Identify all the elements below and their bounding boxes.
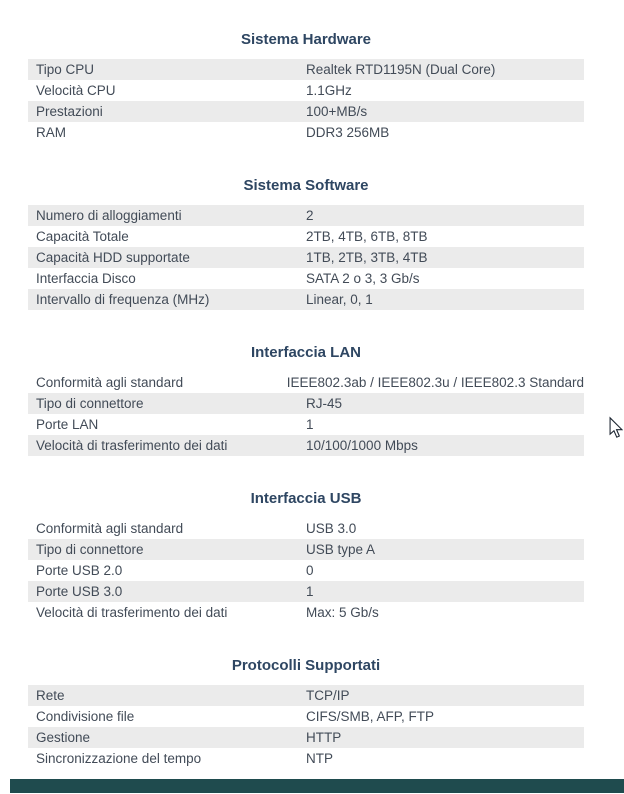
spec-row — [28, 205, 584, 226]
spec-label: Velocità di trasferimento dei dati — [36, 605, 228, 620]
spec-label: Conformità agli standard — [36, 521, 184, 536]
spec-value: TCP/IP — [306, 688, 350, 703]
spec-label: Porte LAN — [36, 417, 99, 432]
spec-row — [28, 414, 584, 435]
spec-value: HTTP — [306, 730, 342, 745]
spec-value: IEEE802.3ab / IEEE802.3u / IEEE802.3 Standard — [286, 375, 584, 390]
spec-value: 1TB, 2TB, 3TB, 4TB — [306, 250, 428, 265]
spec-row — [28, 727, 584, 748]
spec-label: Capacità HDD supportate — [36, 250, 190, 265]
spec-value: 2 — [306, 208, 314, 223]
spec-row — [28, 560, 584, 581]
spec-value: RJ-45 — [306, 396, 343, 411]
spec-value: 10/100/1000 Mbps — [306, 438, 418, 453]
spec-value: 1 — [306, 584, 314, 599]
spec-label: Velocità di trasferimento dei dati — [36, 438, 228, 453]
spec-row — [28, 602, 584, 623]
spec-value: 100+MB/s — [306, 104, 368, 119]
spec-label: Porte USB 2.0 — [36, 563, 123, 578]
spec-value: SATA 2 o 3, 3 Gb/s — [306, 271, 420, 286]
spec-value: NTP — [306, 751, 333, 766]
spec-row — [28, 101, 584, 122]
spec-row — [28, 289, 584, 310]
spec-label: Velocità CPU — [36, 83, 116, 98]
footer-bar — [10, 779, 624, 793]
spec-row — [28, 581, 584, 602]
spec-label: Prestazioni — [36, 104, 103, 119]
section-title: Sistema Hardware — [240, 31, 372, 48]
spec-row — [28, 80, 584, 101]
spec-row — [28, 435, 584, 456]
spec-section — [28, 30, 584, 143]
spec-value: Realtek RTD1195N (Dual Core) — [306, 62, 496, 77]
spec-value: Max: 5 Gb/s — [306, 605, 379, 620]
spec-section — [28, 656, 584, 769]
spec-row — [28, 226, 584, 247]
spec-row — [28, 393, 584, 414]
spec-label: RAM — [36, 125, 66, 140]
spec-label: Tipo CPU — [36, 62, 95, 77]
spec-sheet — [28, 0, 584, 769]
spec-value: 0 — [306, 563, 314, 578]
section-rows — [28, 372, 584, 456]
section-title: Interfaccia USB — [250, 490, 362, 507]
spec-label: Capacità Totale — [36, 229, 129, 244]
spec-section — [28, 343, 584, 456]
spec-section — [28, 176, 584, 310]
spec-label: Interfaccia Disco — [36, 271, 136, 286]
spec-value: 1.1GHz — [306, 83, 352, 98]
section-title: Protocolli Supportati — [231, 657, 381, 674]
section-rows — [28, 205, 584, 310]
spec-value: Linear, 0, 1 — [306, 292, 373, 307]
spec-row — [28, 685, 584, 706]
spec-label: Tipo di connettore — [36, 542, 144, 557]
spec-label: Condivisione file — [36, 709, 135, 724]
spec-label: Conformità agli standard — [36, 375, 184, 390]
spec-label: Tipo di connettore — [36, 396, 144, 411]
spec-value: USB 3.0 — [306, 521, 357, 536]
spec-row — [28, 59, 584, 80]
spec-row — [28, 268, 584, 289]
spec-value: 1 — [306, 417, 314, 432]
spec-row — [28, 748, 584, 769]
spec-label: Porte USB 3.0 — [36, 584, 123, 599]
spec-value: DDR3 256MB — [306, 125, 390, 140]
spec-label: Sincronizzazione del tempo — [36, 751, 202, 766]
spec-value: CIFS/SMB, AFP, FTP — [306, 709, 435, 724]
spec-label: Intervallo di frequenza (MHz) — [36, 292, 210, 307]
section-title: Interfaccia LAN — [250, 344, 362, 361]
spec-row — [28, 247, 584, 268]
spec-row — [28, 539, 584, 560]
spec-value: 2TB, 4TB, 6TB, 8TB — [306, 229, 428, 244]
section-title: Sistema Software — [243, 177, 369, 194]
spec-label: Rete — [36, 688, 65, 703]
spec-row — [28, 372, 584, 393]
spec-section — [28, 489, 584, 623]
spec-row — [28, 122, 584, 143]
spec-row — [28, 706, 584, 727]
spec-value: USB type A — [306, 542, 376, 557]
section-rows — [28, 685, 584, 769]
spec-label: Gestione — [36, 730, 91, 745]
section-rows — [28, 518, 584, 623]
spec-label: Numero di alloggiamenti — [36, 208, 182, 223]
section-rows — [28, 59, 584, 143]
spec-row — [28, 518, 584, 539]
mouse-cursor-arrow-icon — [609, 416, 623, 439]
